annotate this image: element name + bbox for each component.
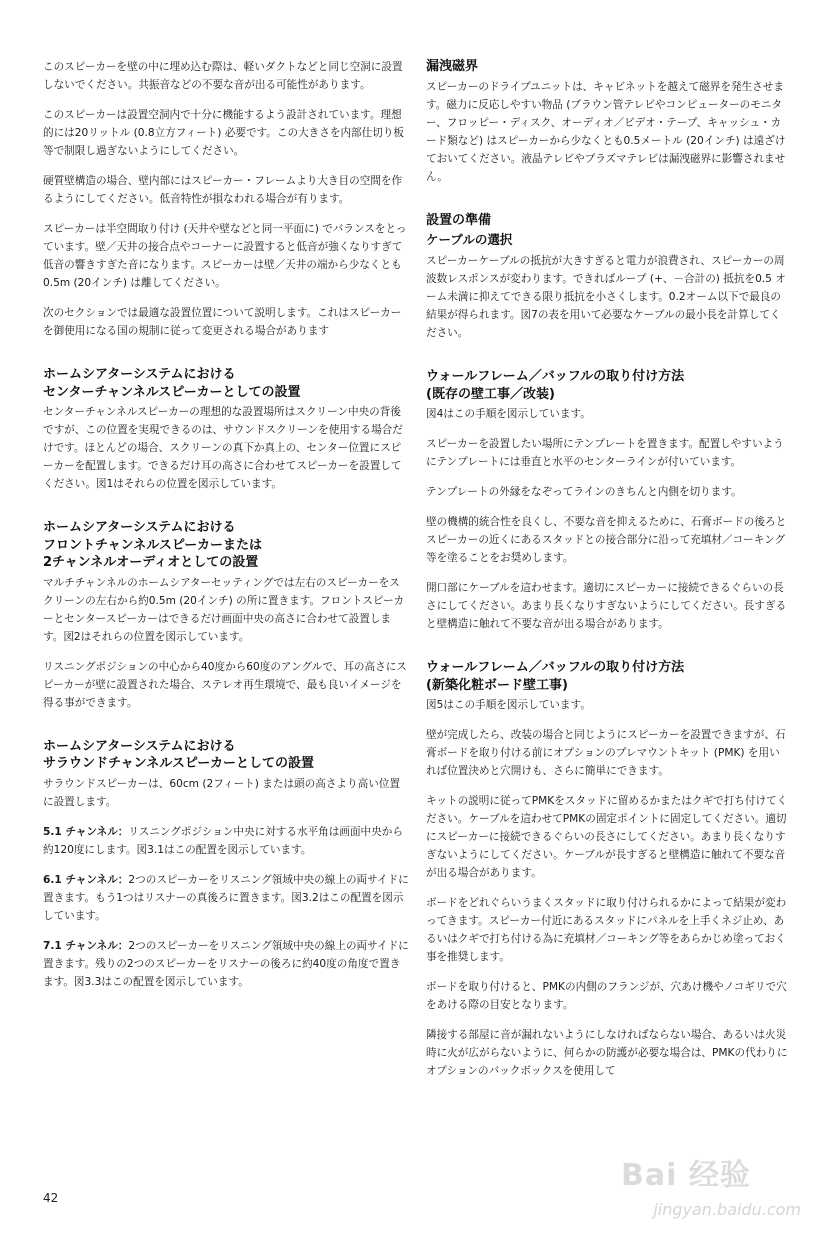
paragraph: スピーカーのドライブユニットは、キャビネットを越えて磁界を発生させます。磁力に反応しやすい物品 (ブラウン管テレビやコンピューターのモニター、フロッピー・ディスク、オーディオ／ビデオ・テープ、キャッシュ・カード類など) はスピーカーから少なくとも0.5メートル (20インチ) は遠ざけておいてください。液晶テレビやプラズマテレビは漏洩磁界に影響されません。	[426, 80, 786, 183]
heading-line: 2チャンネルオーディオとしての設置	[43, 555, 259, 570]
heading-line: ホームシアターシステムにおける	[43, 738, 236, 754]
heading-line: サラウンドチャンネルスピーカーとしての設置	[43, 756, 315, 771]
section-heading-leak: 漏洩磁界	[426, 59, 479, 74]
section-heading-surround	[43, 738, 409, 773]
heading-line: (新築化粧ボード壁工事)	[426, 677, 568, 693]
paragraph: 硬質壁構造の場合、壁内部にはスピーカー・フレームより大き目の空間を作るようにしてください。低音特性が損なわれる場合が有ります。	[43, 175, 403, 205]
heading-line: (既存の壁工事／改装)	[426, 386, 555, 402]
channel-text: リスニングポジション中央に対する水平角は画面中央から約120度にします。図3.1はこの配置を図示しています。	[43, 825, 403, 856]
heading-line: ホームシアターシステムにおける	[43, 520, 236, 535]
paragraph-6-1-channel	[43, 871, 409, 925]
paragraph: スピーカーケーブルの抵抗が大きすぎると電力が浪費され、スピーカーの周波数レスポンスが変わります。できればループ (+、－合計の) 抵抗を0.5 オーム未満に抑えてできる限り抵抗を小さくします。0.2オーム以下で最良の結果が得られます。図7の表を用いて必要なケーブルの最小長を計算してください。	[426, 255, 786, 339]
channel-text: 2つのスピーカーをリスニング領域中央の線上の両サイドに置きます。残りの2つのスピーカーをリスナーの後ろに約40度の角度で置きます。図3.3はこの配置を図示しています。	[43, 939, 409, 988]
paragraph: ボードを取り付けると、PMKの内側のフランジが、穴あけ機やノコギリで穴をあける際の目安となります。	[426, 981, 787, 1011]
paragraph: 図5はこの手順を図示しています。	[426, 699, 591, 711]
section-heading-prep: 設置の準備	[426, 212, 492, 228]
right-column	[426, 58, 790, 1092]
paragraph: キットの説明に従ってPMKをスタッドに留めるかまたはクギで打ち付けてください。ケーブルを這わせてPMKの固定ポイントに固定してください。適切にスピーカーに接続できるぐらいの長さにしてください。あまり長くなりすぎないようにしてください。ケーブルが長すぎると壁構造に触れて不要な音が出る場合があります。	[426, 795, 788, 879]
paragraph: 壁が完成したら、改装の場合と同じようにスピーカーを設置できますが、石膏ボードを取り付ける前にオプションのプレマウントキット (PMK) を用いれば位置決めと穴開けも、さらに簡単にできます。	[426, 729, 786, 777]
paragraph: センターチャンネルスピーカーの理想的な設置場所はスクリーン中央の背後ですが、この位置を実現できるのは、サウンドスクリーンを使用する場合だけです。ほとんどの場合、スクリーンの真下か真上の、センター位置にスピーカーを配置します。できるだけ耳の高さに合わせてスピーカーを設置してください。図1はそれらの位置を図示しています。	[43, 406, 403, 490]
watermark	[571, 1150, 801, 1230]
paragraph: 壁の機構的統合性を良くし、不要な音を抑えるために、石膏ボードの後ろとスピーカーの近くにあるスタッドとの接合部分に沿って充填材／コーキング等を塗ることをお奨めします。	[426, 516, 787, 564]
section-heading-new	[426, 659, 790, 694]
paragraph: スピーカーを設置したい場所にテンプレートを置きます。配置しやすいようにテンプレートには垂直と水平のセンターラインが付いています。	[426, 438, 784, 468]
heading-line: ウォールフレーム／バッフルの取り付け方法	[426, 369, 685, 384]
paragraph: テンプレートの外縁をなぞってラインのきちんと内側を切ります。	[426, 486, 742, 498]
watermark-url: jingyan.baidu.com	[653, 1200, 801, 1219]
paragraph: リスニングポジションの中心から40度から60度のアングルで、耳の高さにスピーカーが壁に設置された場合、ステレオ再生環境で、最も良いイメージを得る事ができます。	[43, 660, 407, 709]
heading-line: ホームシアターシステムにおける	[43, 367, 236, 382]
channel-text: 2つのスピーカーをリスニング領域中央の線上の両サイドに置きます。もう1つはリスナーの真後ろに置きます。図3.2はこの配置を図示しています。	[43, 873, 409, 922]
paragraph: 図4はこの手順を図示しています。	[426, 408, 591, 420]
paragraph: マルチチャンネルのホームシアターセッティングでは左右のスピーカーをスクリーンの左右から約0.5m (20インチ) の所に置きます。フロントスピーカーとセンタースピーカーはできるだけ画面中央の高さに合わせて設置します。図2はそれらの位置を図示しています。	[43, 576, 405, 643]
paragraph: 開口部にケーブルを這わせます。適切にスピーカーに接続できるぐらいの長さにしてください。あまり長くなりすぎないようにしてください。長すぎると壁構造に触れて不要な音が出る場合があります。	[426, 582, 787, 630]
paragraph: このスピーカーを壁の中に埋め込む際は、軽いダクトなどと同じ空洞に設置しないでください。共振音などの不要な音が出る可能性があります。	[43, 61, 403, 91]
section-heading-front	[43, 519, 409, 572]
heading-line: センターチャンネルスピーカーとしての設置	[43, 384, 301, 400]
watermark-logo: Bai 经验	[621, 1158, 751, 1193]
paragraph-7-1-channel	[43, 937, 409, 991]
paragraph: サラウンドスピーカーは、60cm (2フィート) または頭の高さより高い位置に設置します。	[43, 777, 400, 808]
channel-label: 6.1 チャンネル：	[43, 873, 129, 886]
left-column	[43, 58, 409, 1003]
page-number: 42	[43, 1191, 59, 1205]
heading-line: フロントチャンネルスピーカーまたは	[43, 537, 263, 553]
channel-label: 7.1 チャンネル：	[43, 939, 129, 952]
paragraph-5-1-channel	[43, 823, 409, 859]
paragraph: ボードをどれぐらいうまくスタッドに取り付けられるかによって結果が変わってきます。スピーカー付近にあるスタッドにパネルを上手くネジ止め、あるいはクギで打ち付ける為に充填材／コーキング等をあらかじめ塗っておく事を推奨します。	[426, 897, 787, 963]
section-heading-existing	[426, 368, 790, 403]
subheading-cable: ケーブルの選択	[426, 232, 513, 247]
paragraph: このスピーカーは設置空洞内で十分に機能するよう設計されています。理想的には20リットル (0.8立方フィート) 必要です。この大きさを内部仕切り板等で制限し過ぎないようにしてください。	[43, 109, 405, 157]
channel-label: 5.1 チャンネル：	[43, 825, 129, 838]
paragraph: スピーカーは半空間取り付け (天井や壁などと同一平面に) でバランスをとっています。壁／天井の接合点やコーナーに設置すると低音が強くなりすぎて低音の響きすぎた音になります。スピーカーは壁／天井の端から少なくとも0.5m (20インチ) は離してください。	[43, 223, 407, 289]
paragraph: 次のセクションでは最適な設置位置について説明します。これはスピーカーを御使用になる国の規制に従って変更される場合があります	[43, 307, 402, 337]
paragraph: 隣接する部屋に音が漏れないようにしなければならない場合、あるいは火災時に火が広がらないように、何らかの防護が必要な場合は、PMKの代わりにオプションのバックボックスを使用して	[426, 1029, 788, 1077]
heading-line: ウォールフレーム／バッフルの取り付け方法	[426, 660, 685, 675]
section-heading-center	[43, 366, 409, 401]
